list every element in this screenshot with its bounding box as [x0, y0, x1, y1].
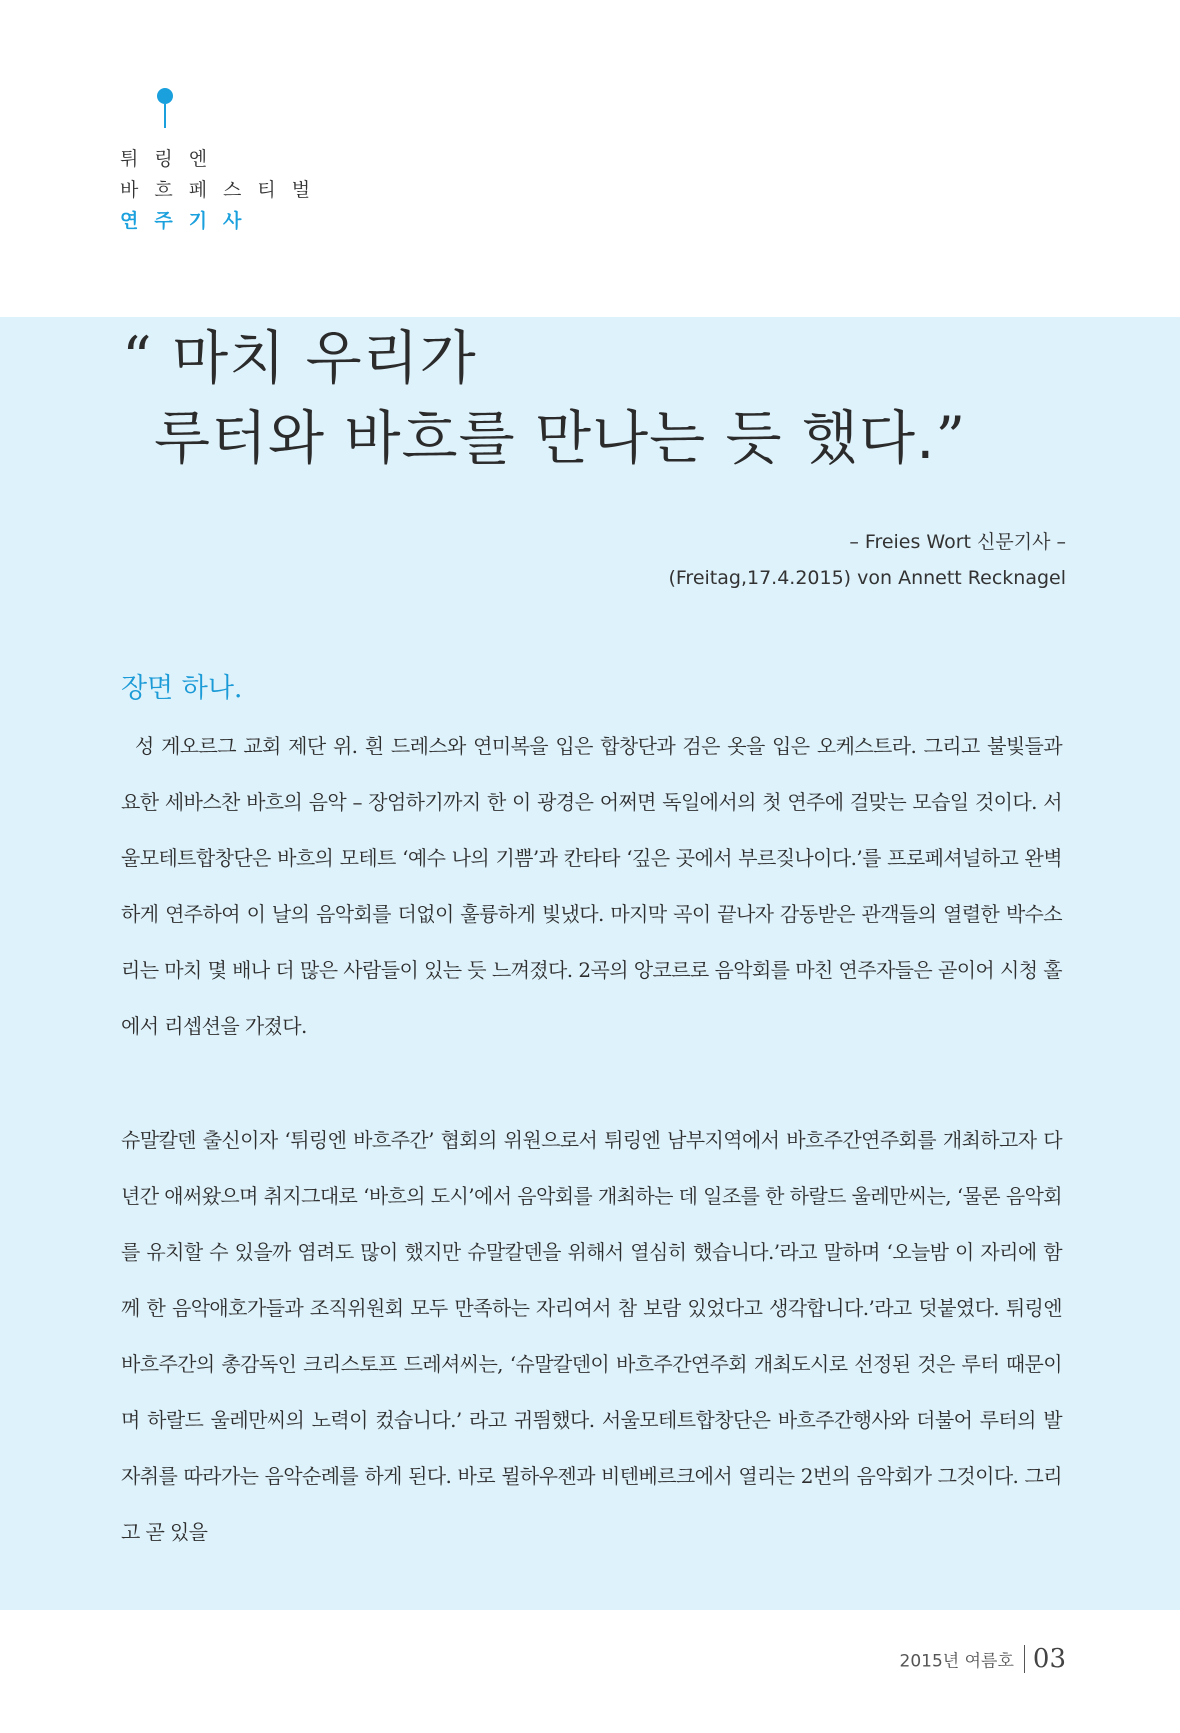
open-quote: “	[122, 324, 153, 392]
headline-line1	[122, 318, 966, 398]
issue-label: 2015년 여름호	[899, 1651, 1014, 1672]
close-quote: ”	[935, 404, 967, 472]
article-source	[668, 524, 1066, 596]
source-author-date: (Freitag,17.4.2015) von Annett Recknagel	[668, 567, 1066, 589]
scene-heading: 장면 하나.	[121, 673, 243, 704]
section-label-line1: 튀링엔	[120, 148, 224, 170]
marker-dot	[157, 88, 173, 104]
body-paragraph-2: 슈말칼덴 출신이자 ‘튀링엔 바흐주간’ 협회의 위원으로서 튀링엔 남부지역에서 바흐주간연주회를 개최하고자 다년간 애써왔으며 취지그대로 ‘바흐의 도시’에서 음악회를 개최하는 데 일조를 한 하랄드 울레만씨는, ‘물론 음악회를 유치할 수 있을까 염려도 많이 했지만 슈말칼덴을 위해서 열심히 했습니다.’라고 말하며 ‘오늘밤 이 자리에 함께 한 음악애호가들과 조직위원회 모두 만족하는 자리여서 참 보람 있었다고 생각합니다.’라고 덧붙였다. 튀링엔 바흐주간의 총감독인 크리스토프 드레셔씨는, ‘슈말칼덴이 바흐주간연주회 개최도시로 선정된 것은 루터 때문이며 하랄드 울레만씨의 노력이 컸습니다.’ 라고 귀띔했다. 서울모테트합창단은 바흐주간행사와 더불어 루터의 발자취를 따라가는 음악순례를 하게 된다. 바로 뮐하우젠과 비텐베르크에서 열리는 2번의 음악회가 그것이다. 그리고 곧 있을	[121, 1128, 1062, 1544]
section-label-line3: 연주기사	[120, 210, 258, 232]
section-label-line2: 바흐페스티벌	[120, 179, 327, 201]
source-publication: – Freies Wort 신문기사 –	[849, 531, 1066, 553]
page-number: 03	[1032, 1644, 1066, 1674]
headline	[122, 318, 966, 478]
body-paragraph-1: 성 게오르그 교회 제단 위. 흰 드레스와 연미복을 입은 합창단과 검은 옷을 입은 오케스트라. 그리고 불빛들과 요한 세바스찬 바흐의 음악 – 장엄하기까지 한 이 광경은 어쩌면 독일에서의 첫 연주에 걸맞는 모습일 것이다. 서울모테트합창단은 바흐의 모테트 ‘예수 나의 기쁨’과 칸타타 ‘깊은 곳에서 부르짖나이다.’를 프로페셔널하고 완벽하게 연주하여 이 날의 음악회를 더없이 훌륭하게 빛냈다. 마지막 곡이 끝나자 감동받은 관객들의 열렬한 박수소리는 마치 몇 배나 더 많은 사람들이 있는 듯 느껴졌다. 2곡의 앙코르로 음악회를 마친 연주자들은 곧이어 시청 홀에서 리셉션을 가졌다.	[121, 734, 1062, 1038]
section-label	[120, 144, 326, 237]
headline-line1-text: 마치 우리가	[152, 324, 477, 392]
headline-line2	[122, 398, 966, 478]
footer-divider	[1024, 1645, 1025, 1673]
marker-stem	[164, 104, 166, 128]
page-footer	[900, 1644, 1066, 1674]
headline-line2-text: 루터와 바흐를 만나는 듯 했다.	[154, 404, 936, 472]
